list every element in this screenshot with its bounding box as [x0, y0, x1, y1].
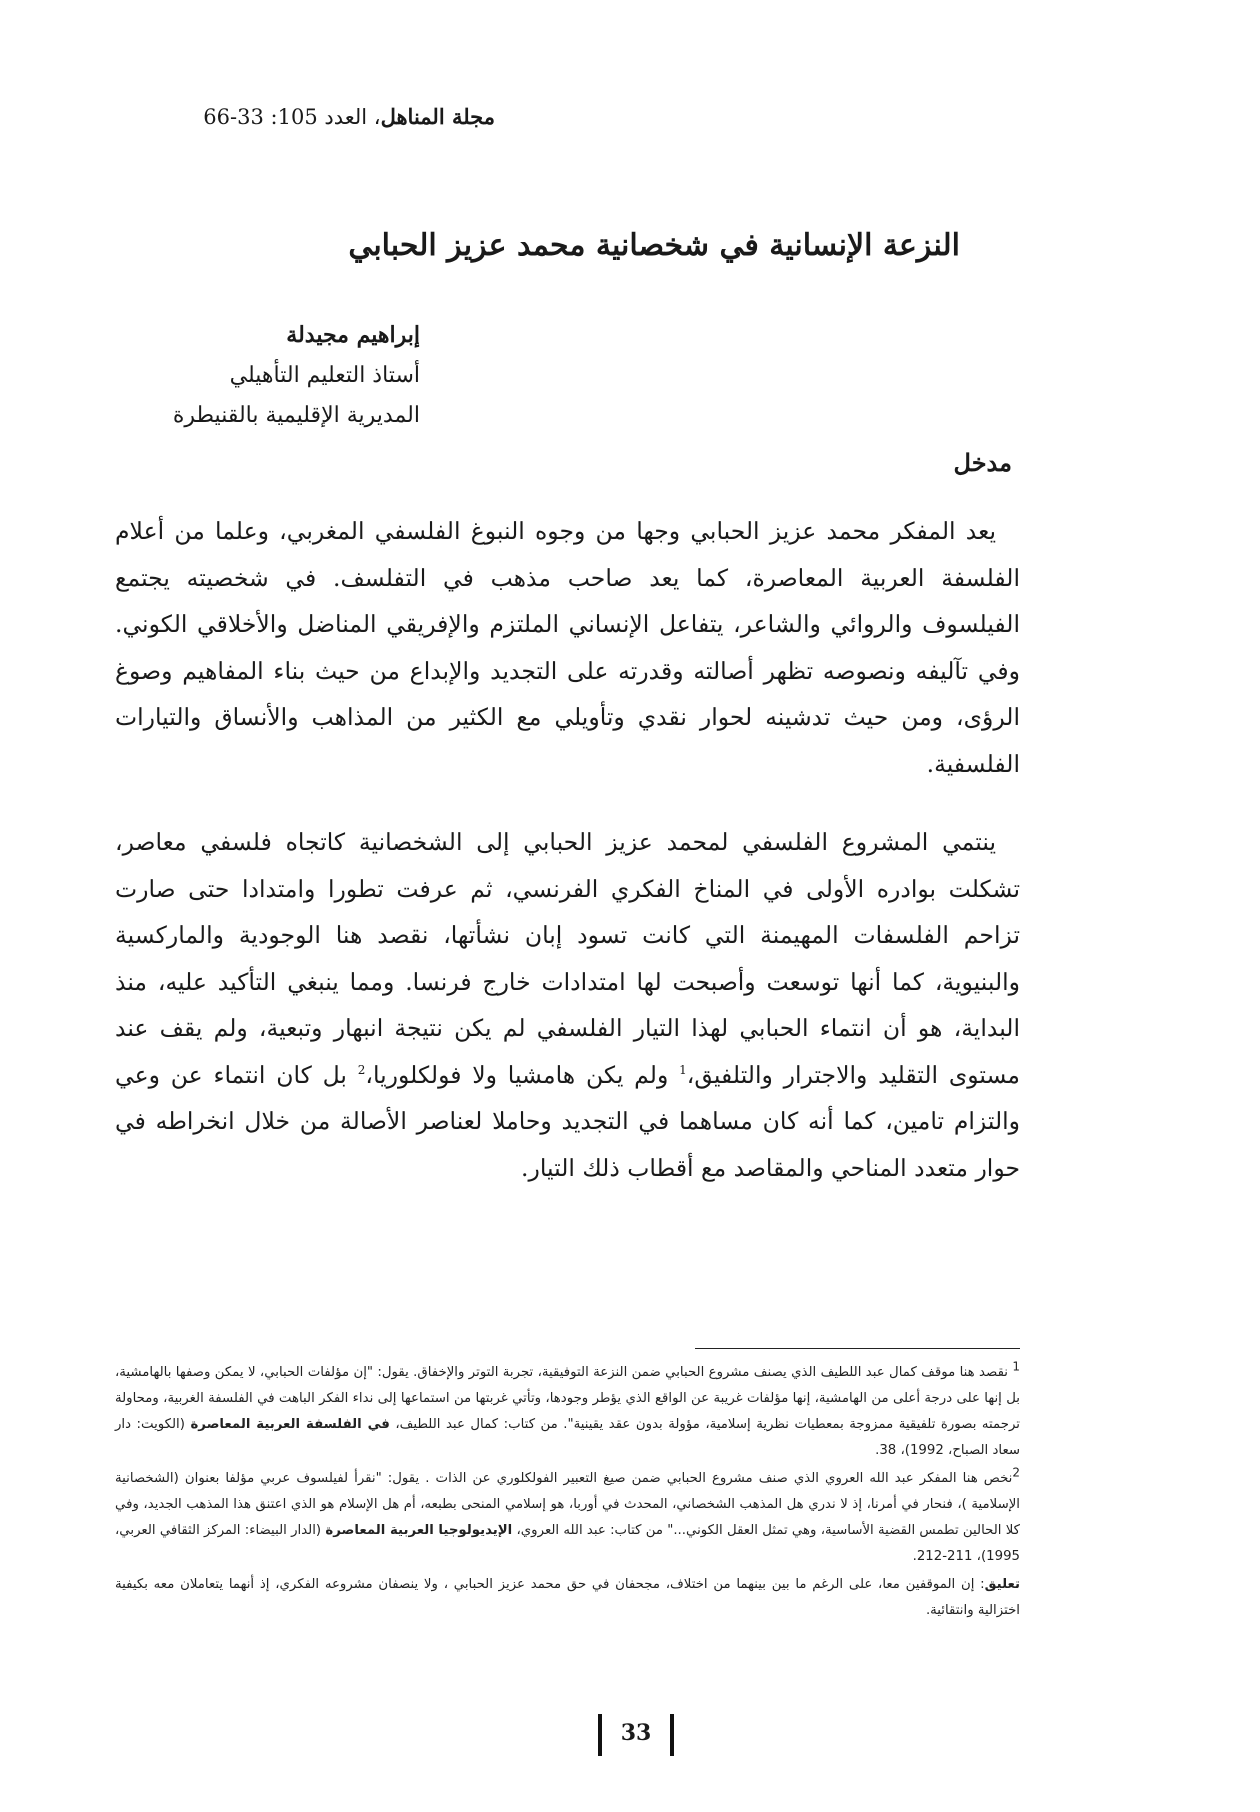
page-number-bar-left: [598, 1714, 602, 1756]
journal-header: [155, 104, 495, 129]
author-block: [120, 322, 420, 436]
footnote-ref-2[interactable]: 2: [357, 1062, 366, 1077]
footnote-ref-1[interactable]: 1: [679, 1062, 687, 1077]
issue-info: ، العدد 105: 33-66: [203, 105, 381, 129]
footnotes: [115, 1360, 1020, 1626]
paragraph-1: يعد المفكر محمد عزيز الحبابي وجها من وجوه النبوغ الفلسفي المغربي، وعلما من أعلام الفلسفة العربية المعاصرة، كما يعد صاحب مذهب في التفلسف. في شخصيته يجتمع الفيلسوف والروائي والشاعر، يتفاعل الإنساني الملتزم والإفريقي المناضل والأخلاقي الكوني. وفي تآليفه ونصوصه تظهر أصالته وقدرته على التجديد والإبداع من حيث بناء المفاهيم وصوغ الرؤى، ومن حيث تدشينه لحوار نقدي وتأويلي مع الكثير من المذاهب والأنساق والتيارات الفلسفية.: [115, 517, 1020, 778]
footnote-2: [115, 1466, 1020, 1570]
journal-name: مجلة المناهل: [380, 104, 495, 129]
paragraph-2: [115, 819, 1020, 1191]
footnote-comment: [115, 1572, 1020, 1624]
comment-text: : إن الموقفين معا، على الرغم ما بين بينهما من اختلاف، مجحفان في حق محمد عزيز الحبابي ، ولا ينصفان مشروعه الفكري، إذ أنهما يتعاملان معه بكيفية اختزالية وانتقائية.: [115, 1577, 1020, 1618]
footnote-1: [115, 1360, 1020, 1464]
section-heading-introduction: مدخل: [953, 448, 1012, 477]
paragraph-2-part-2: ولم يكن هامشيا ولا فولكلوريا،: [365, 1060, 680, 1089]
article-title: النزعة الإنسانية في شخصانية محمد عزيز الحبابي: [348, 228, 960, 263]
footnote-2-publication: (الدار البيضاء: المركز الثقافي العربي، 1995)، 211-212.: [115, 1523, 1020, 1564]
footnote-2-text: نخص هنا المفكر عبد الله العروي الذي صنف مشروع الحبابي ضمن صيغ التعبير الفولكلوري عن الذات . يقول: "نقرأ لفيلسوف عربي مؤلفا بعنوان (الشخصانية الإسلامية )، فنحار في أمرنا، إذ لا ندري هل المذهب الشخصاني، المحدث في أوربا، هو إسلامي المنحى بطبعه، أم هل الإسلام هو الذي اعتنق هذا المذهب الجديد، وفي كلا الحالين تطمس القضية الأساسية، وهي تمثل العقل الكوني..." من كتاب: عبد الله العروي،: [115, 1471, 1020, 1538]
comment-label: تعليق: [984, 1577, 1020, 1592]
footnote-separator: [695, 1348, 1020, 1349]
footnote-1-publication: (الكويت: دار سعاد الصباح، 1992)، 38.: [115, 1417, 1020, 1458]
author-affiliation-position: أستاذ التعليم التأهيلي: [229, 363, 420, 388]
author-affiliation-directorate: المديرية الإقليمية بالقنيطرة: [172, 403, 420, 428]
paragraph-2-part-1: ينتمي المشروع الفلسفي لمحمد عزيز الحبابي إلى الشخصانية كاتجاه فلسفي معاصر، تشكلت بوادره الأولى في المناخ الفكري الفرنسي، ثم عرفت تطورا وامتدادا حتى صارت تزاحم الفلسفات المهيمنة التي كانت تسود إبان نشأتها، نقصد هنا الوجودية والماركسية والبنيوية، كما أنها توسعت وأصبحت لها امتدادات خارج فرنسا. ومما ينبغي التأكيد عليه، منذ البداية، هو أن انتماء الحبابي لهذا التيار الفلسفي لم يكن نتيجة انبهار وتبعية، ولم يقف عند مستوى التقليد والاجترار والتلفيق،: [115, 828, 1021, 1089]
footnote-1-text: نقصد هنا موقف كمال عبد اللطيف الذي يصنف مشروع الحبابي ضمن النزعة التوفيقية، تجربة التوتر والإخفاق. يقول: "إن مؤلفات الحبابي، لا يمكن وصفها بالهامشية، بل إنها على درجة أعلى من الهامشية، إنها مؤلفات غريبة عن الواقع الذي يؤطر وجودها، وتأتي غربتها من استماعها إلى نداء الفكر الباهت في الفلسفة الغربية، ومحاولة ترجمته بصورة تلفيقية ممزوجة بمعطيات نظرية إسلامية، مؤولة بدون عقد يقينية". من كتاب: كمال عبد اللطيف،: [115, 1365, 1021, 1432]
footnote-2-marker: 2: [1012, 1465, 1020, 1480]
page-number: 33: [620, 1720, 652, 1746]
page-number-bar-right: [670, 1714, 674, 1756]
article-body: [115, 508, 1020, 1191]
paragraph-2-part-3: بل كان انتماء عن وعي والتزام تامين، كما أنه كان مساهما في التجديد وحاملا لعناصر الأصالة من خلال انخراطه في حوار متعدد المناحي والمقاصد مع أقطاب ذلك التيار.: [115, 1060, 1020, 1182]
footnote-2-book-title: الإيديولوجيا العربية المعاصرة: [325, 1523, 513, 1538]
author-name: إبراهيم مجيدلة: [286, 322, 420, 348]
footnote-1-book-title: في الفلسفة العربية المعاصرة: [190, 1417, 390, 1432]
page-number-box: [594, 1714, 678, 1764]
footnote-1-marker: 1: [1012, 1359, 1020, 1374]
